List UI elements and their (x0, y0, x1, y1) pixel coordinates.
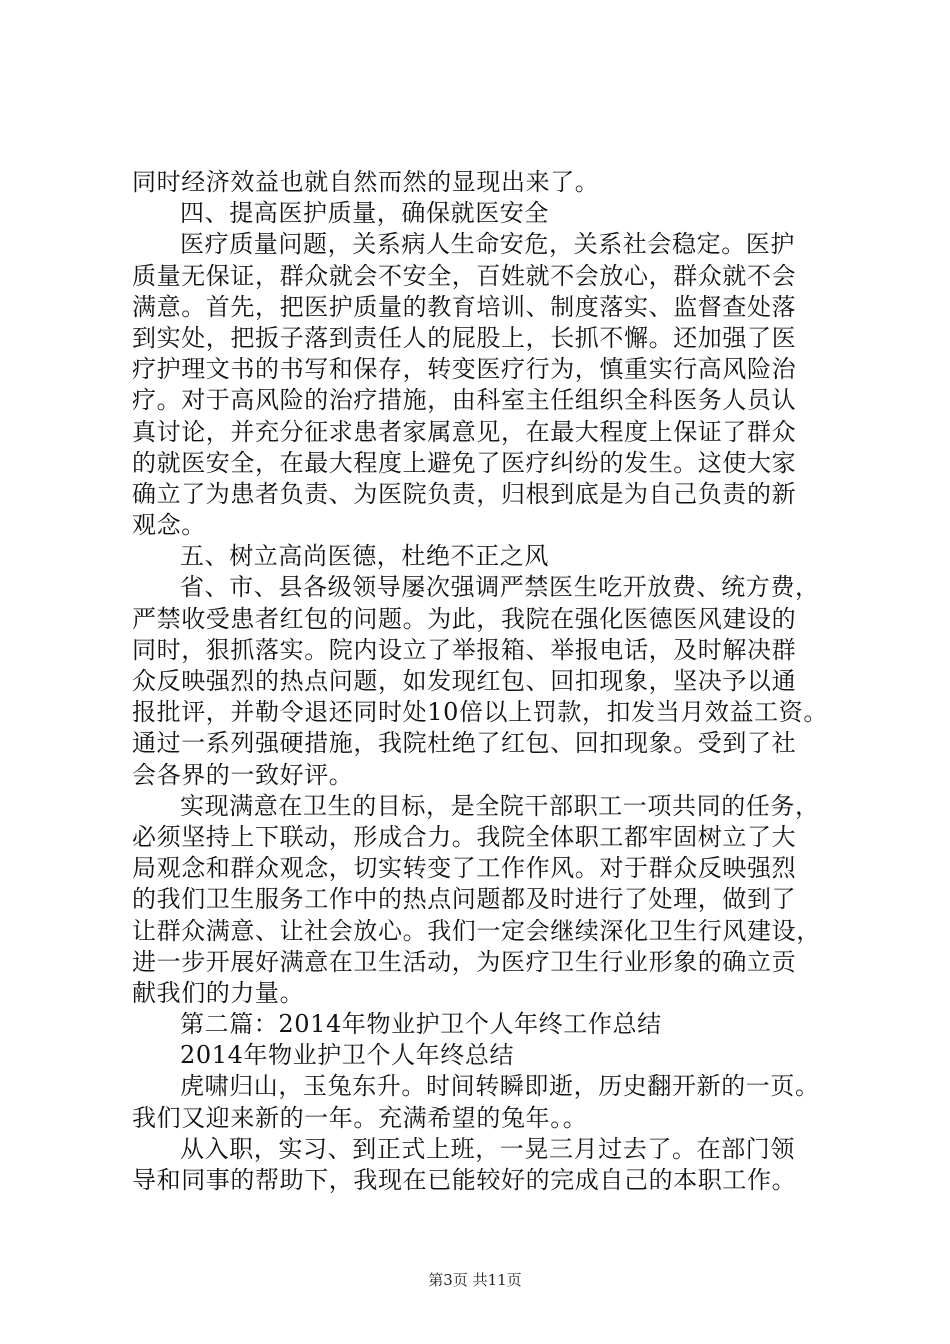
text-line: 实现满意在卫生的目标，是全院干部职工一项共同的任务， (180, 791, 820, 820)
text-line: 献我们的力量。 (132, 978, 305, 1007)
section-heading-5: 五、树立高尚医德，杜绝不正之风 (180, 542, 549, 571)
text-line: 必须坚持上下联动，形成合力。我院全体职工都牢固树立了大 (132, 822, 797, 851)
text-line: 确立了为患者负责、为医院负责，归根到底是为自己负责的新 (132, 479, 797, 508)
text-line: 同时经济效益也就自然而然的显现出来了。 (132, 168, 600, 196)
text-line: 虎啸归山，玉兔东升。时间转瞬即逝，历史翻开新的一页。 (180, 1072, 820, 1101)
text-line: 严禁收受患者红包的问题。为此，我院在强化医德医风建设的 (132, 604, 797, 633)
text-line: 局观念和群众观念，切实转变了工作作风。对于群众反映强烈 (132, 854, 797, 883)
text-line: 从入职，实习、到正式上班，一晃三月过去了。在部门领 (180, 1134, 795, 1163)
text-line: 观念。 (132, 511, 206, 540)
text-line: 同时，狠抓落实。院内设立了举报箱、举报电话，及时解决群 (132, 635, 797, 664)
page-footer: 第3页 共11页 (428, 1271, 522, 1289)
text-line: 报批评，并勒令退还同时处10倍以上罚款，扣发当月效益工资。 (132, 698, 828, 727)
text-line: 疗。对于高风险的治疗措施，由科室主任组织全科医务人员认 (132, 386, 797, 415)
text-line: 我们又迎来新的一年。充满希望的兔年。。 (132, 1103, 588, 1132)
text-line: 医疗质量问题，关系病人生命安危，关系社会稳定。医护 (180, 230, 795, 259)
text-line: 让群众满意、让社会放心。我们一定会继续深化卫生行风建设， (132, 916, 821, 945)
text-line: 质量无保证，群众就会不安全，百姓就不会放心，群众就不会 (132, 261, 797, 290)
text-line: 会各界的一致好评。 (132, 760, 354, 789)
text-line: 众反映强烈的热点问题，如发现红包、回扣现象，坚决予以通 (132, 667, 797, 695)
text-line: 导和同事的帮助下，我现在已能较好的完成自己的本职工作。 (132, 1166, 797, 1194)
text-line: 通过一系列强硬措施，我院杜绝了红包、回扣现象。受到了社 (132, 729, 797, 758)
text-line: 的就医安全，在最大程度上避免了医疗纠纷的发生。这使大家 (132, 448, 797, 477)
text-line: 满意。首先，把医护质量的教育培训、制度落实、监督查处落 (132, 292, 797, 321)
part-two-title: 第二篇：2014年物业护卫个人年终工作总结 (180, 1010, 662, 1039)
part-two-subtitle: 2014年物业护卫个人年终总结 (180, 1041, 515, 1070)
document-body (132, 167, 832, 1196)
text-line: 进一步开展好满意在卫生活动，为医疗卫生行业形象的确立贡 (132, 947, 797, 976)
text-line: 真讨论，并充分征求患者家属意见，在最大程度上保证了群众 (132, 417, 797, 446)
text-line: 疗护理文书的书写和保存，转变医疗行为，慎重实行高风险治 (132, 355, 797, 384)
text-line: 省、市、县各级领导屡次强调严禁医生吃开放费、统方费， (180, 573, 820, 602)
text-line: 到实处，把扳子落到责任人的屁股上，长抓不懈。还加强了医 (132, 323, 797, 352)
text-line: 的我们卫生服务工作中的热点问题都及时进行了处理，做到了 (132, 885, 797, 914)
section-heading-4: 四、提高医护质量，确保就医安全 (180, 199, 549, 228)
